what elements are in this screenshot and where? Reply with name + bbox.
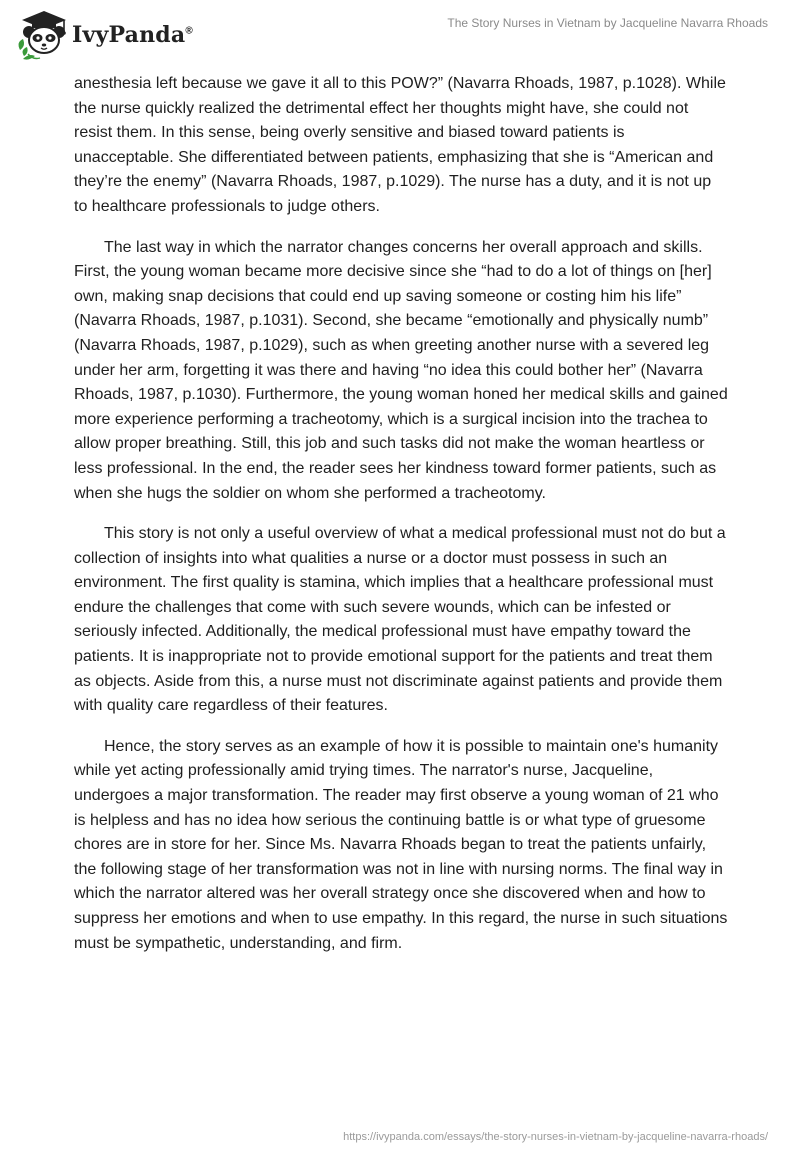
ivypanda-logo[interactable] — [14, 6, 193, 62]
paragraph-2: The last way in which the narrator changes concerns her overall approach and skills. First, the young woman became more decisive since she “had to do a lot of things on [her] own, making snap decisions that could end up saving someone or costing him his life” (Navarra Rhoads, 1987, p.1031). Second, she became “emotionally and physically numb” (Navarra Rhoads, 1987, p.1029), such as when greeting another nurse with a severed leg under her arm, forgetting it was there and having “no idea this could bother her” (Navarra Rhoads, 1987, p.1030). Furthermore, the young woman honed her medical skills and gained more experience performing a tracheotomy, which is a surgical incision into the trachea to allow proper breathing. Still, this job and such tasks did not make the woman heartless or less professional. In the end, the reader sees her kindness toward former patients, such as when she hugs the soldier on whom she performed a tracheotomy. — [74, 238, 728, 502]
logo-registered-mark: ® — [185, 25, 193, 37]
logo-name: IvyPanda — [72, 22, 186, 48]
document-title: The Story Nurses in Vietnam by Jacqueline Navarra Rhoads — [447, 16, 768, 30]
source-url-link[interactable]: https://ivypanda.com/essays/the-story-nurses-in-vietnam-by-jacqueline-navarra-rhoads/ — [343, 1131, 768, 1143]
paragraph-1: anesthesia left because we gave it all to this POW?” (Navarra Rhoads, 1987, p.1028). While the nurse quickly realized the detrimental effect her thoughts might have, she could not resist them. In this sense, being overly sensitive and biased toward patients is unacceptable. She differentiated between patients, emphasizing that she is “American and they’re the enemy” (Navarra Rhoads, 1987, p.1029). The nurse has a duty, and it is not up to healthcare professionals to judge others. — [74, 75, 726, 215]
panda-graduate-icon — [14, 6, 70, 62]
paragraph-3: This story is not only a useful overview of what a medical professional must not do but a collection of insights into what qualities a nurse or a doctor must possess in such an environment. The first quality is stamina, which implies that a healthcare professional must endure the challenges that come with such severe wounds, which can be infested or seriously infected. Additionally, the medical professional must have empathy toward the patients. It is inappropriate not to provide emotional support for the patients and treat them as objects. Aside from this, a nurse must not discriminate against patients and provide them with quality care regardless of their features. — [74, 525, 726, 715]
paragraph-4: Hence, the story serves as an example of how it is possible to maintain one's humanity while yet acting professionally amid trying times. The narrator's nurse, Jacqueline, undergoes a major transformation. The reader may first observe a young woman of 21 who is helpless and has no idea how serious the continuing battle is or what type of gruesome chores are in store for her. Since Ms. Navarra Rhoads began to treat the patients unfairly, the following stage of her transformation was not in line with nursing norms. The final way in which the narrator altered was her overall strategy once she discovered when and how to suppress her emotions and when to use empathy. In this regard, the nurse in such situations must be sympathetic, understanding, and firm. — [74, 737, 728, 952]
essay-body — [74, 72, 728, 972]
page-header — [0, 0, 800, 70]
logo-wordmark — [72, 22, 193, 48]
